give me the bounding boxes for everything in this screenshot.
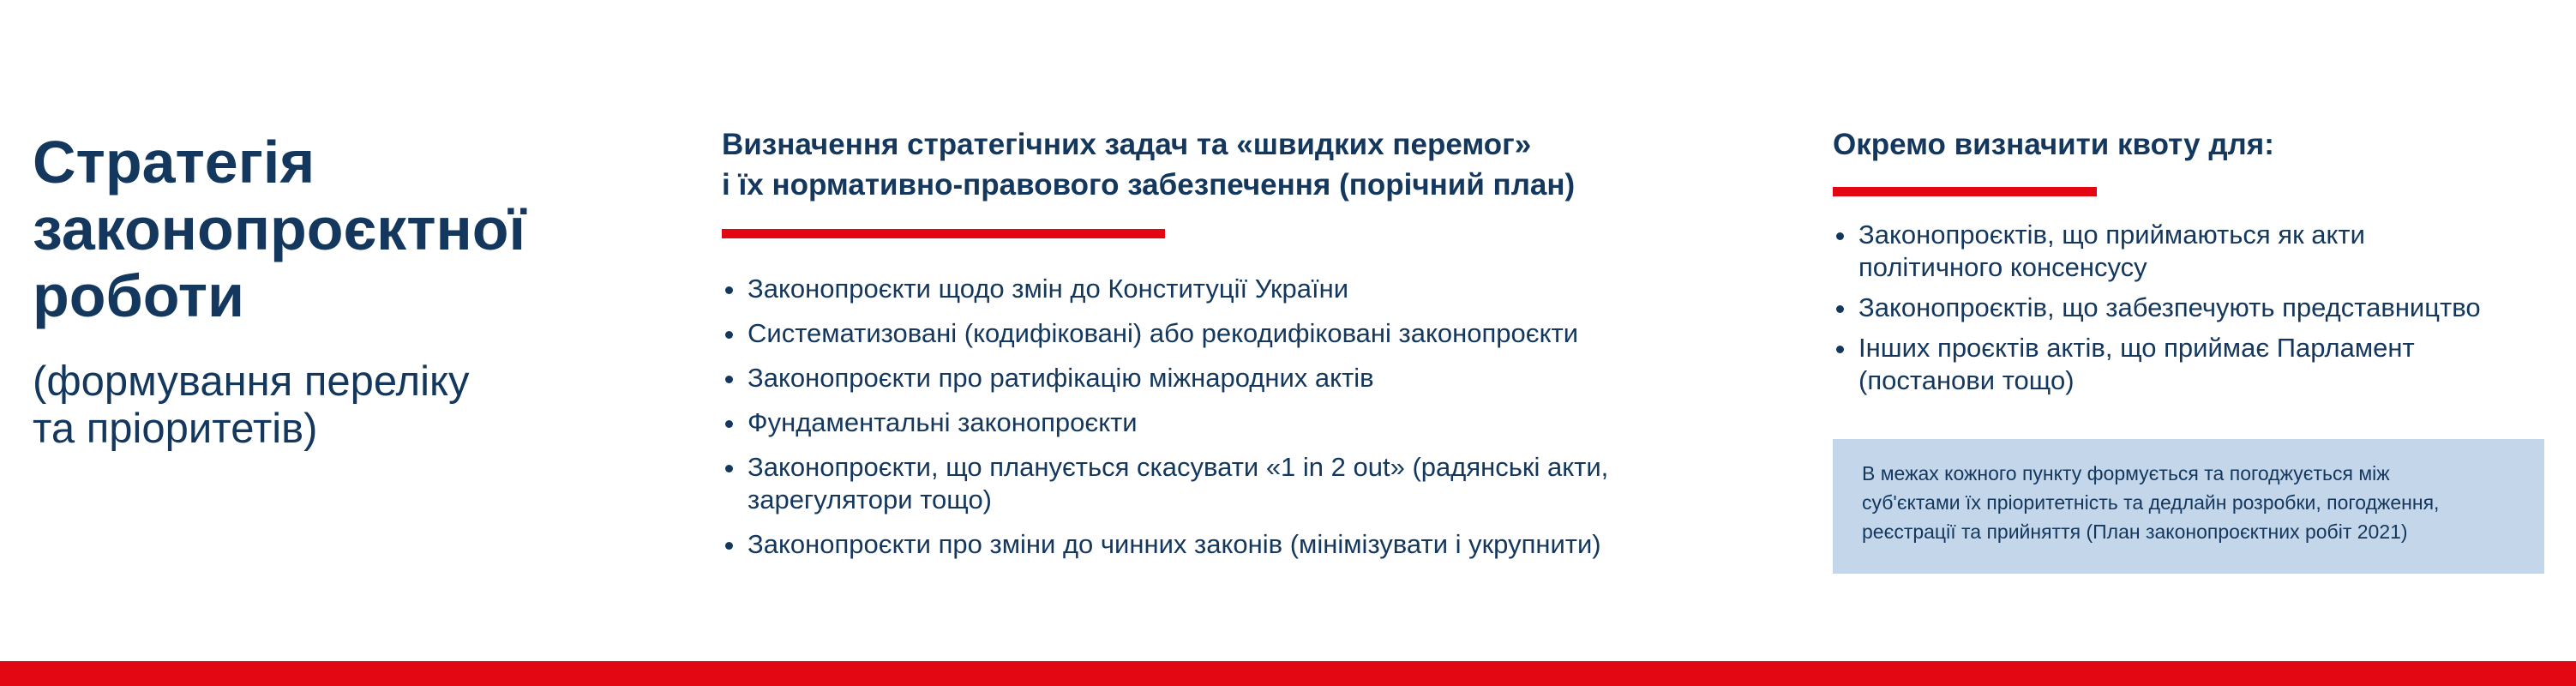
title-line: роботи bbox=[33, 262, 245, 329]
list-item bbox=[722, 317, 1776, 350]
list-item-text: політичного консенсусу bbox=[1858, 252, 2147, 282]
heading-underline bbox=[722, 229, 1165, 238]
list-item bbox=[722, 528, 1776, 561]
list-item bbox=[1833, 219, 2553, 284]
strategic-tasks-heading bbox=[722, 124, 1776, 205]
note-box bbox=[1833, 439, 2544, 574]
list-item-text: Законопроєктів, що забезпечують представництво bbox=[1858, 292, 2481, 322]
note-text bbox=[1862, 459, 2524, 546]
subtitle-line: та пріоритетів) bbox=[33, 406, 318, 452]
heading-line: і їх нормативно-правового забезпечення (порічний план) bbox=[722, 168, 1576, 202]
quota-list bbox=[1833, 219, 2553, 397]
list-item bbox=[722, 451, 1776, 516]
quota-section bbox=[1833, 124, 2553, 405]
quota-heading: Окремо визначити квоту для: bbox=[1833, 128, 2274, 161]
list-item bbox=[722, 362, 1776, 394]
strategic-tasks-section bbox=[722, 124, 1776, 573]
note-line: реєстрації та прийняття (План законопроєктних робіт 2021) bbox=[1862, 521, 2408, 543]
list-item-text: Законопроєкти щодо змін до Конституції України bbox=[748, 274, 1349, 304]
list-item-text: (постанови тощо) bbox=[1858, 365, 2075, 395]
heading-line: Визначення стратегічних задач та «швидких перемог» bbox=[722, 128, 1532, 161]
list-item bbox=[722, 406, 1776, 439]
footer-accent-bar bbox=[0, 661, 2576, 686]
heading-underline bbox=[1833, 187, 2097, 196]
list-item-text: Систематизовані (кодифіковані) або рекодифіковані законопроєкти bbox=[748, 318, 1579, 348]
page-title bbox=[33, 129, 650, 329]
list-item bbox=[722, 273, 1776, 305]
list-item bbox=[1833, 292, 2553, 324]
strategic-tasks-list bbox=[722, 273, 1776, 561]
note-line: суб'єктами їх пріоритетність та дедлайн розробки, погодження, bbox=[1862, 491, 2440, 514]
title-line: законопроєктної bbox=[33, 196, 526, 262]
list-item-text: Інших проєктів актів, що приймає Парламент bbox=[1858, 333, 2415, 363]
list-item-text: Законопроєкти про ратифікацію міжнародних актів bbox=[748, 363, 1374, 393]
page-subtitle bbox=[33, 358, 650, 453]
list-item bbox=[1833, 332, 2553, 397]
subtitle-line: (формування переліку bbox=[33, 358, 470, 405]
title-line: Стратегія bbox=[33, 129, 315, 196]
list-item-text: Законопроєкти, що планується скасувати «1 in 2 out» (радянські акти, bbox=[748, 452, 1609, 482]
note-line: В межах кожного пункту формується та погоджується між bbox=[1862, 462, 2390, 484]
left-column bbox=[33, 129, 650, 453]
list-item-text: Законопроєктів, що приймаються як акти bbox=[1858, 220, 2365, 250]
list-item-text: Фундаментальні законопроєкти bbox=[748, 407, 1138, 437]
list-item-text: зарегулятори тощо) bbox=[748, 484, 993, 514]
list-item-text: Законопроєкти про зміни до чинних законів (мінімізувати і укрупнити) bbox=[748, 529, 1601, 559]
